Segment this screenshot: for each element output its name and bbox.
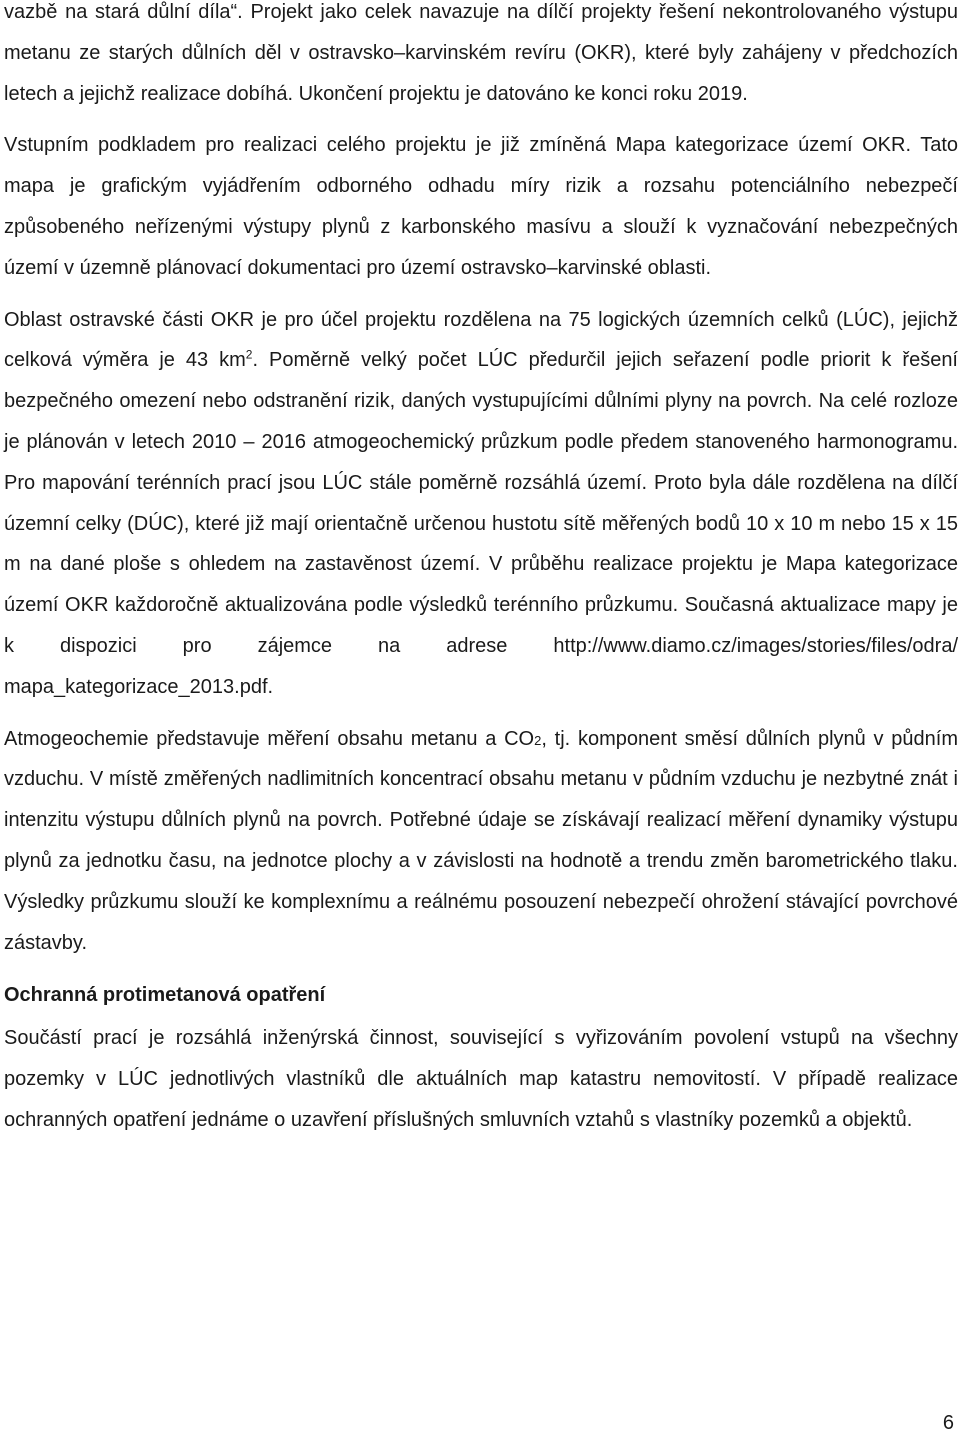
- paragraph-text-part: . Poměrně velký počet LÚC předurčil jejich seřazení podle priorit k řešení bezpečného omezení nebo odstranění rizik, daných vystupujícími důlními plyny na povrch. Na celé rozloze je plánován v letech 2010 – 2016 atmogeochemický průzkum podle předem stanoveného harmonogramu. Pro mapování terénních prací jsou LÚC stále poměrně rozsáhlá území. Proto byla dále rozdělena na dílčí územní celky (DÚC), které již mají orientačně určenou hustotu sítě měřených bodů 10 x 10 m nebo 15 x 15 m na dané ploše s ohledem na zastavěnost území. V průběhu realizace projektu je Mapa kategorizace území OKR každoročně aktualizována podle výsledků terénního průzkumu. Současná aktualizace mapy je k dispozici pro zájemce na adrese http://www.diamo.cz/images/stories/files/odra/ mapa_kategorizace_2013.pdf.: [4, 349, 958, 698]
- paragraph-atmogeochemistry: [4, 719, 958, 964]
- paragraph-text-part: , tj. komponent směsí důlních plynů v půdním vzduchu. V místě změřených nadlimitních koncentrací obsahu metanu v půdním vzduchu je nezbytné znát i intenzitu výstupu důlních plynů na povrch. Potřebné údaje se získávají realizací měření dynamiky výstupu plynů za jednotku času, na jednotce plochy a v závislosti na hodnotě a trendu změn barometrického tlaku. Výsledky průzkumu slouží ke komplexnímu a reálnému posouzení nebezpečí ohrožení stávající povrchové zástavby.: [4, 727, 958, 954]
- subscript-two: 2: [534, 732, 542, 748]
- paragraph-text-part: Oblast ostravské části OKR je pro účel projektu rozdělena na 75 logických územních celků (LÚC), jejichž celková výměra je 43 km: [4, 308, 958, 372]
- paragraph-input-basis: Vstupním podkladem pro realizaci celého projektu je již zmíněná Mapa kategorizace území OKR. Tato mapa je grafickým vyjádřením odborného odhadu míry rizik a rozsahu potenciálního nebezpečí způsobeného neřízenými výstupy plynů z karbonského masívu a slouží k vyznačování nebezpečných území v územně plánovací dokumentaci pro území ostravsko–karvinské oblasti.: [4, 134, 958, 279]
- page-number: 6: [942, 1412, 954, 1434]
- section-heading: Ochranná protimetanová opatření: [4, 984, 326, 1007]
- paragraph-territorial-units: [4, 300, 958, 708]
- paragraph-protective-measures: Součástí prací je rozsáhlá inženýrská činnost, související s vyřizováním povolení vstupů na všechny pozemky v LÚC jednotlivých vlastníků dle aktuálních map katastru nemovitostí. V případě realizace ochranných opatření jednáme o uzavření příslušných smluvních vztahů s vlastníky pozemků a objektů.: [4, 1027, 958, 1131]
- page-content: [4, 0, 958, 1141]
- superscript-two: 2: [245, 347, 253, 362]
- paragraph-project-overview: vazbě na stará důlní díla“. Projekt jako celek navazuje na dílčí projekty řešení nekontrolovaného výstupu metanu ze starých důlních děl v ostravsko–karvinském revíru (OKR), které byly zahájeny v předchozích letech a jejichž realizace dobíhá. Ukončení projektu je datováno ke konci roku 2019.: [4, 1, 958, 105]
- paragraph-text-part: Atmogeochemie představuje měření obsahu metanu a CO: [4, 727, 535, 750]
